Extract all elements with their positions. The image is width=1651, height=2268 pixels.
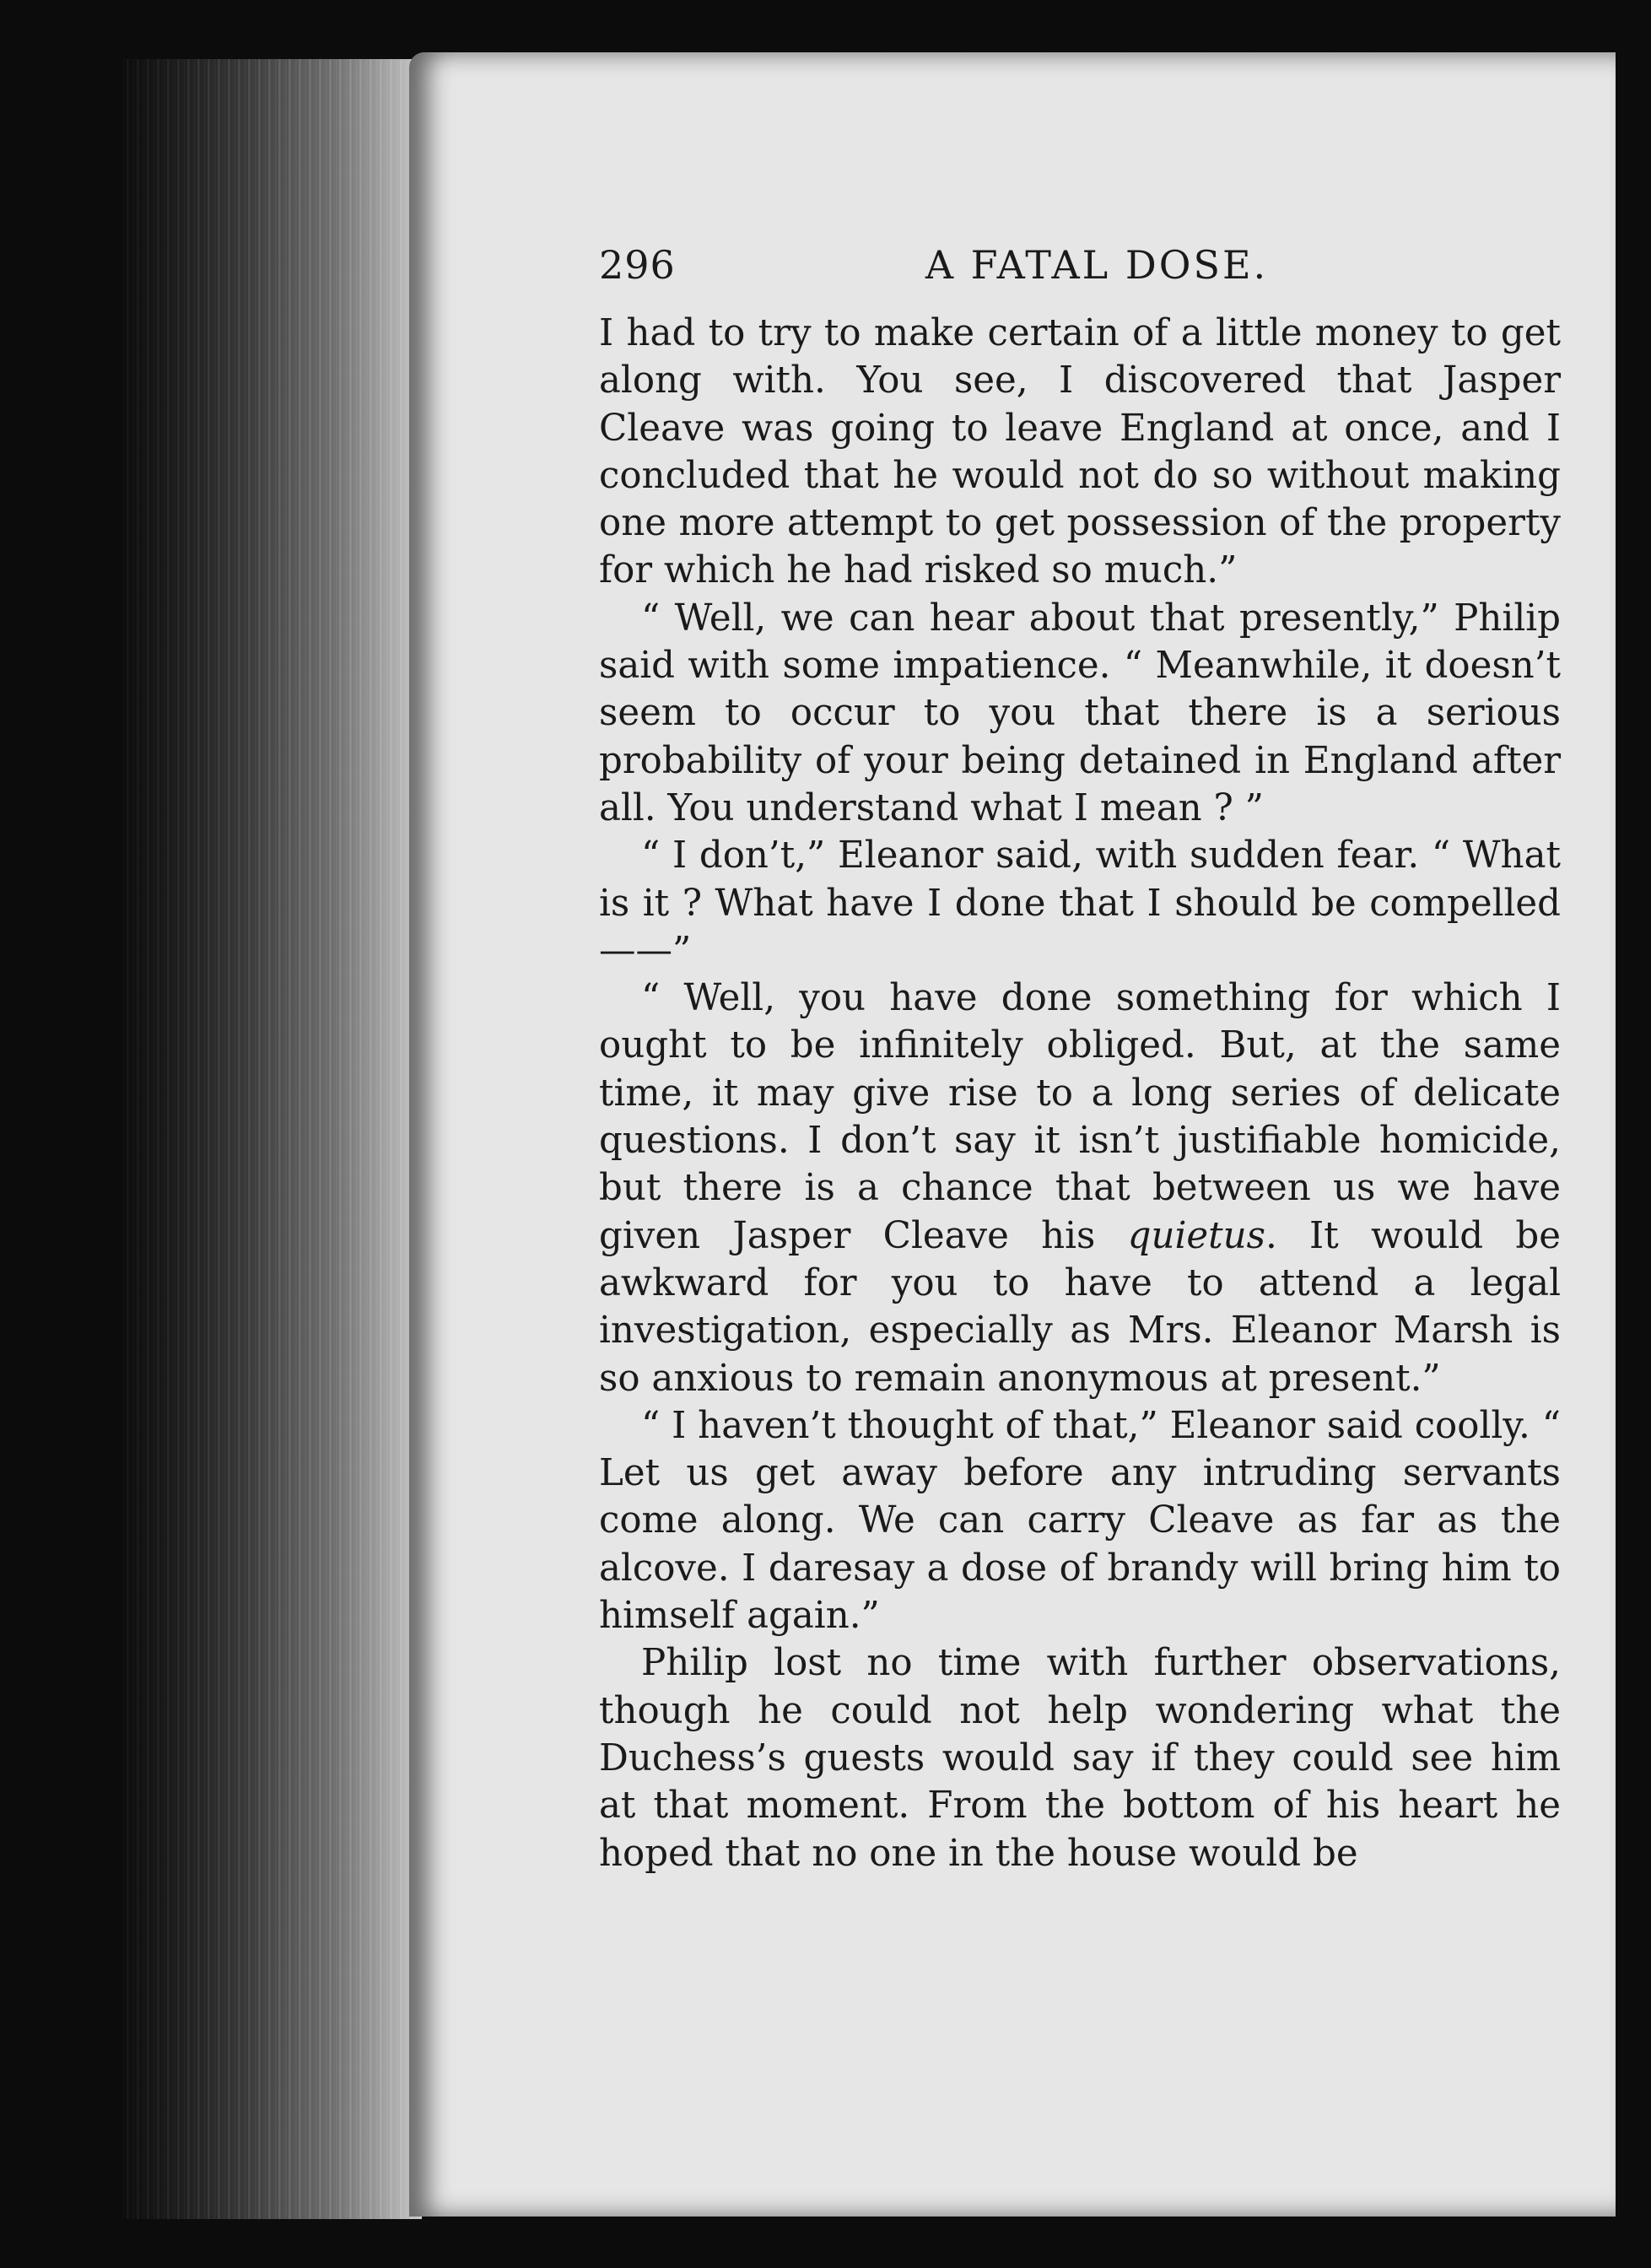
page-header [599,242,1586,310]
paragraph-3: “ I don’t,” Eleanor said, with sudden fear. “ What is it ? What have I done that I should be compelled——” [599,834,1561,972]
running-title: A FATAL DOSE. [925,242,1269,288]
paragraph-2: “ Well, we can hear about that presently,” Philip said with some impatience. “ Meanwhile, it doesn’t seem to occur to you that there is a serious probability of your being detained in England after all. You understand what I mean ? ” [599,597,1561,829]
paragraph-4-text-b: . It would be awkward for you to have to attend a legal investigation, especially as Mrs. Eleanor Marsh is so anxious to remain anonymous at present.” [599,1214,1561,1400]
body-text [599,310,1561,1877]
paragraph-4-italic: quietus [1127,1214,1265,1257]
paragraph-6: Philip lost no time with further observations, though he could not help wondering what the Duchess’s guests would say if they could see him at that moment. From the bottom of his heart he hoped that no one in the house would be [599,1642,1561,1875]
paragraph-5: “ I haven’t thought of that,” Eleanor said coolly. “ Let us get away before any intruding servants come along. We can carry Cleave as far as the alcove. I daresay a dose of brandy will bring him to himself again.” [599,1404,1561,1638]
book-page [409,52,1616,2217]
page-content [599,242,1586,2183]
paragraph-4 [599,975,1561,1402]
page-number: 296 [599,242,676,288]
paragraph-4-text-a: “ Well, you have done something for which I ought to be infinitely obliged. But, at the same time, it may give rise to a long series of delicate questions. I don’t say it isn’t justifiable homicide, but there is a chance that between us we have given Jasper Cleave his [599,977,1561,1257]
paragraph-1: I had to try to make certain of a little money to get along with. You see, I discovered that Jasper Cleave was going to leave England at once, and I concluded that he would not do so without making one more attempt to get possession of the property for which he had risked so much.” [599,312,1561,592]
book-page-edges [122,59,422,2219]
